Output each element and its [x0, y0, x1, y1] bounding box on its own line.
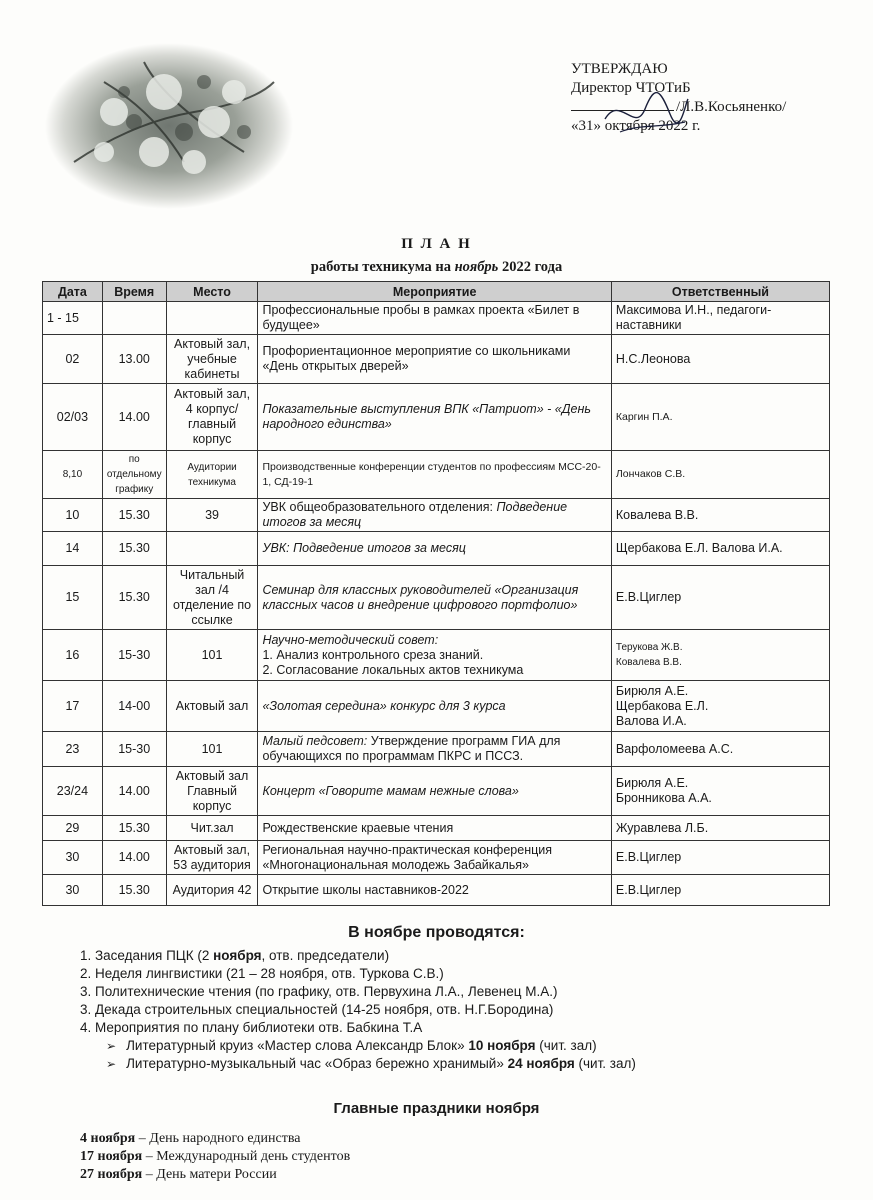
cell-place: Актовый зал Главный корпус — [166, 767, 258, 816]
list-item — [80, 947, 636, 965]
cell-event: Открытие школы наставников-2022 — [258, 875, 611, 906]
cell-event: Показательные выступления ВПК «Патриот» - «День народного единства» — [258, 384, 611, 451]
cell-event: Семинар для классных руководителей «Организация классных часов и внедрение цифрового портфолио» — [258, 566, 611, 630]
subtitle-month: ноябрь — [454, 259, 499, 275]
cell-time: 14-00 — [102, 681, 166, 732]
list-item — [106, 1055, 636, 1073]
cell-event: Производственные конференции студентов по профессиям МСС-20-1, СД-19-1 — [258, 451, 611, 499]
table-row — [43, 841, 830, 875]
cell-responsible: Щербакова Е.Л. Валова И.А. — [611, 532, 829, 566]
cell-responsible: Максимова И.Н., педагоги-наставники — [611, 302, 829, 335]
cell-event — [258, 681, 611, 732]
cell-responsible — [611, 767, 829, 816]
event-text-italic: Подведение итогов за месяц — [262, 500, 568, 529]
cell-date: 17 — [43, 681, 103, 732]
item-date: ноября — [213, 948, 262, 963]
list-item: 2. Неделя лингвистики (21 – 28 ноября, отв. Туркова С.В.) — [80, 966, 444, 981]
responsible-line: Щербакова Е.Л. — [615, 698, 709, 713]
col-place: Место — [166, 282, 258, 302]
table-row — [43, 566, 830, 630]
cell-responsible: Лончаков С.В. — [611, 451, 829, 499]
responsible-line: Ковалева В.В. — [615, 657, 682, 668]
cell-time: 15.30 — [102, 816, 166, 841]
table-row — [43, 681, 830, 732]
cell-time: 15.30 — [102, 499, 166, 532]
holiday-date: 17 ноября — [80, 1149, 143, 1164]
table-row — [43, 384, 830, 451]
handwritten-signature — [600, 84, 690, 144]
event-text-italic: Малый педсовет: — [262, 734, 368, 748]
item-text: , отв. председатели) — [261, 948, 390, 963]
holiday-name: – День матери России — [142, 1167, 277, 1182]
cell-date: 14 — [43, 532, 103, 566]
cell-place: Актовый зал — [166, 681, 258, 732]
col-time: Время — [102, 282, 166, 302]
table-row — [43, 302, 830, 335]
event-line: 1. Анализ контрольного среза знаний. — [262, 647, 484, 662]
table-row — [43, 451, 830, 499]
table-row — [43, 335, 830, 384]
cell-event: Региональная научно-практическая конференция «Многонациональная молодежь Забайкалья» — [258, 841, 611, 875]
approval-date: «31» октября 2022 г. — [571, 118, 701, 134]
list-item — [80, 1166, 350, 1184]
plan-title: П Л А Н — [401, 236, 472, 252]
cell-place: Чит.зал — [166, 816, 258, 841]
responsible-line: Терукова Ж.В. — [615, 642, 683, 653]
cell-time: 15.30 — [102, 532, 166, 566]
cell-date: 1 - 15 — [43, 302, 103, 335]
cell-responsible: Н.С.Леонова — [611, 335, 829, 384]
cell-place: Актовый зал, учебные кабинеты — [166, 335, 258, 384]
list-item — [80, 1130, 350, 1148]
list-item: 3. Декада строительных специальностей (14-25 ноября, отв. Н.Г.Бородина) — [80, 1002, 554, 1017]
holidays-title: Главные праздники ноября — [333, 1100, 540, 1117]
table-row — [43, 499, 830, 532]
plan-subtitle — [0, 259, 873, 276]
cell-date: 23/24 — [43, 767, 103, 816]
winter-tree-photo — [44, 42, 294, 210]
table-row — [43, 630, 830, 681]
cell-event — [258, 732, 611, 767]
cell-time: 14.00 — [102, 767, 166, 816]
table-row — [43, 816, 830, 841]
item-text: (чит. зал) — [574, 1056, 636, 1071]
cell-time: 15-30 — [102, 732, 166, 767]
cell-place: Аудитория 42 — [166, 875, 258, 906]
item-text: Литературный круиз «Мастер слова Александр Блок» — [126, 1038, 469, 1053]
event-text: конкурс для 3 курса — [386, 698, 506, 713]
cell-time: 14.00 — [102, 841, 166, 875]
item-text: (чит. зал) — [535, 1038, 597, 1053]
subtitle-year: 2022 года — [498, 259, 563, 275]
cell-time: 15-30 — [102, 630, 166, 681]
cell-place — [166, 302, 258, 335]
cell-date: 16 — [43, 630, 103, 681]
cell-date: 02/03 — [43, 384, 103, 451]
item-text: 1. Заседания ПЦК (2 — [80, 948, 214, 963]
responsible-line: Бирюля А.Е. — [615, 776, 689, 790]
table-row — [43, 767, 830, 816]
cell-date: 29 — [43, 816, 103, 841]
holidays-list — [80, 1130, 350, 1184]
list-item — [106, 1037, 636, 1055]
cell-responsible — [611, 630, 829, 681]
list-item — [80, 1148, 350, 1166]
cell-place: 101 — [166, 732, 258, 767]
event-text: УВК общеобразовательного отделения: — [262, 500, 497, 514]
holiday-date: 27 ноября — [80, 1167, 143, 1182]
holiday-date: 4 ноября — [80, 1131, 136, 1146]
cell-event — [258, 630, 611, 681]
cell-date: 8,10 — [43, 451, 103, 499]
approval-heading: УТВЕРЖДАЮ — [571, 61, 668, 77]
cell-time: 15.30 — [102, 566, 166, 630]
events-table — [42, 281, 830, 906]
table-header-row — [43, 282, 830, 302]
cell-responsible: Варфоломеева А.С. — [611, 732, 829, 767]
cell-responsible: Е.В.Циглер — [611, 875, 829, 906]
held-section-title: В ноябре проводятся: — [348, 924, 525, 941]
cell-date: 30 — [43, 875, 103, 906]
cell-event: Профориентационное мероприятие со школьниками «День открытых дверей» — [258, 335, 611, 384]
cell-responsible: Е.В.Циглер — [611, 841, 829, 875]
cell-time: по отдельному графику — [102, 451, 166, 499]
event-text-italic: «Золотая середина» — [262, 698, 387, 713]
cell-date: 15 — [43, 566, 103, 630]
cell-date: 23 — [43, 732, 103, 767]
responsible-line: Бронникова А.А. — [615, 791, 712, 805]
event-text: Утверждение программ ГИА для обучающихся по программам ПКРС и ПССЗ. — [262, 734, 561, 763]
col-event: Мероприятие — [258, 282, 611, 302]
table-row — [43, 732, 830, 767]
held-list — [80, 947, 636, 1073]
approval-position: Директор ЧТОТиБ — [571, 80, 691, 96]
cell-time: 13.00 — [102, 335, 166, 384]
holiday-name: – День народного единства — [135, 1131, 301, 1146]
cell-responsible — [611, 681, 829, 732]
cell-place: Читальный зал /4 отделение по ссылке — [166, 566, 258, 630]
table-row — [43, 532, 830, 566]
cell-time: 15.30 — [102, 875, 166, 906]
cell-place: Аудитории техникума — [166, 451, 258, 499]
cell-event — [258, 499, 611, 532]
cell-place: 39 — [166, 499, 258, 532]
list-item: 4. Мероприятия по плану библиотеки отв. Бабкина Т.А — [80, 1020, 423, 1035]
cell-event: УВК: Подведение итогов за месяц — [258, 532, 611, 566]
event-line: Научно-методический совет: — [262, 632, 439, 647]
item-text: Литературно-музыкальный час «Образ бережно хранимый» — [126, 1056, 508, 1071]
col-responsible: Ответственный — [611, 282, 829, 302]
event-line: 2. Согласование локальных актов техникума — [262, 662, 524, 677]
cell-date: 30 — [43, 841, 103, 875]
item-date: 10 ноября — [468, 1038, 536, 1053]
cell-place: 101 — [166, 630, 258, 681]
cell-event: Профессиональные пробы в рамках проекта «Билет в будущее» — [258, 302, 611, 335]
cell-responsible: Е.В.Циглер — [611, 566, 829, 630]
director-name: /Л.В.Косьяненко/ — [676, 99, 787, 115]
cell-time: 14.00 — [102, 384, 166, 451]
list-item: 3. Политехнические чтения (по графику, отв. Первухина Л.А., Левенец М.А.) — [80, 984, 558, 999]
cell-place: Актовый зал, 4 корпус/ главный корпус — [166, 384, 258, 451]
cell-date: 02 — [43, 335, 103, 384]
cell-responsible: Каргин П.А. — [611, 384, 829, 451]
item-date: 24 ноября — [507, 1056, 575, 1071]
responsible-line: Бирюля А.Е. — [615, 683, 689, 698]
subtitle-text: работы техникума на — [310, 259, 455, 275]
cell-place: Актовый зал, 53 аудитория — [166, 841, 258, 875]
responsible-line: Валова И.А. — [615, 713, 687, 728]
table-row — [43, 875, 830, 906]
cell-responsible: Ковалева В.В. — [611, 499, 829, 532]
cell-responsible: Журавлева Л.Б. — [611, 816, 829, 841]
holiday-name: – Международный день студентов — [142, 1149, 351, 1164]
library-events — [106, 1037, 636, 1073]
cell-event: Концерт «Говорите мамам нежные слова» — [258, 767, 611, 816]
col-date: Дата — [43, 282, 103, 302]
cell-time — [102, 302, 166, 335]
cell-place — [166, 532, 258, 566]
cell-date: 10 — [43, 499, 103, 532]
cell-event: Рождественские краевые чтения — [258, 816, 611, 841]
